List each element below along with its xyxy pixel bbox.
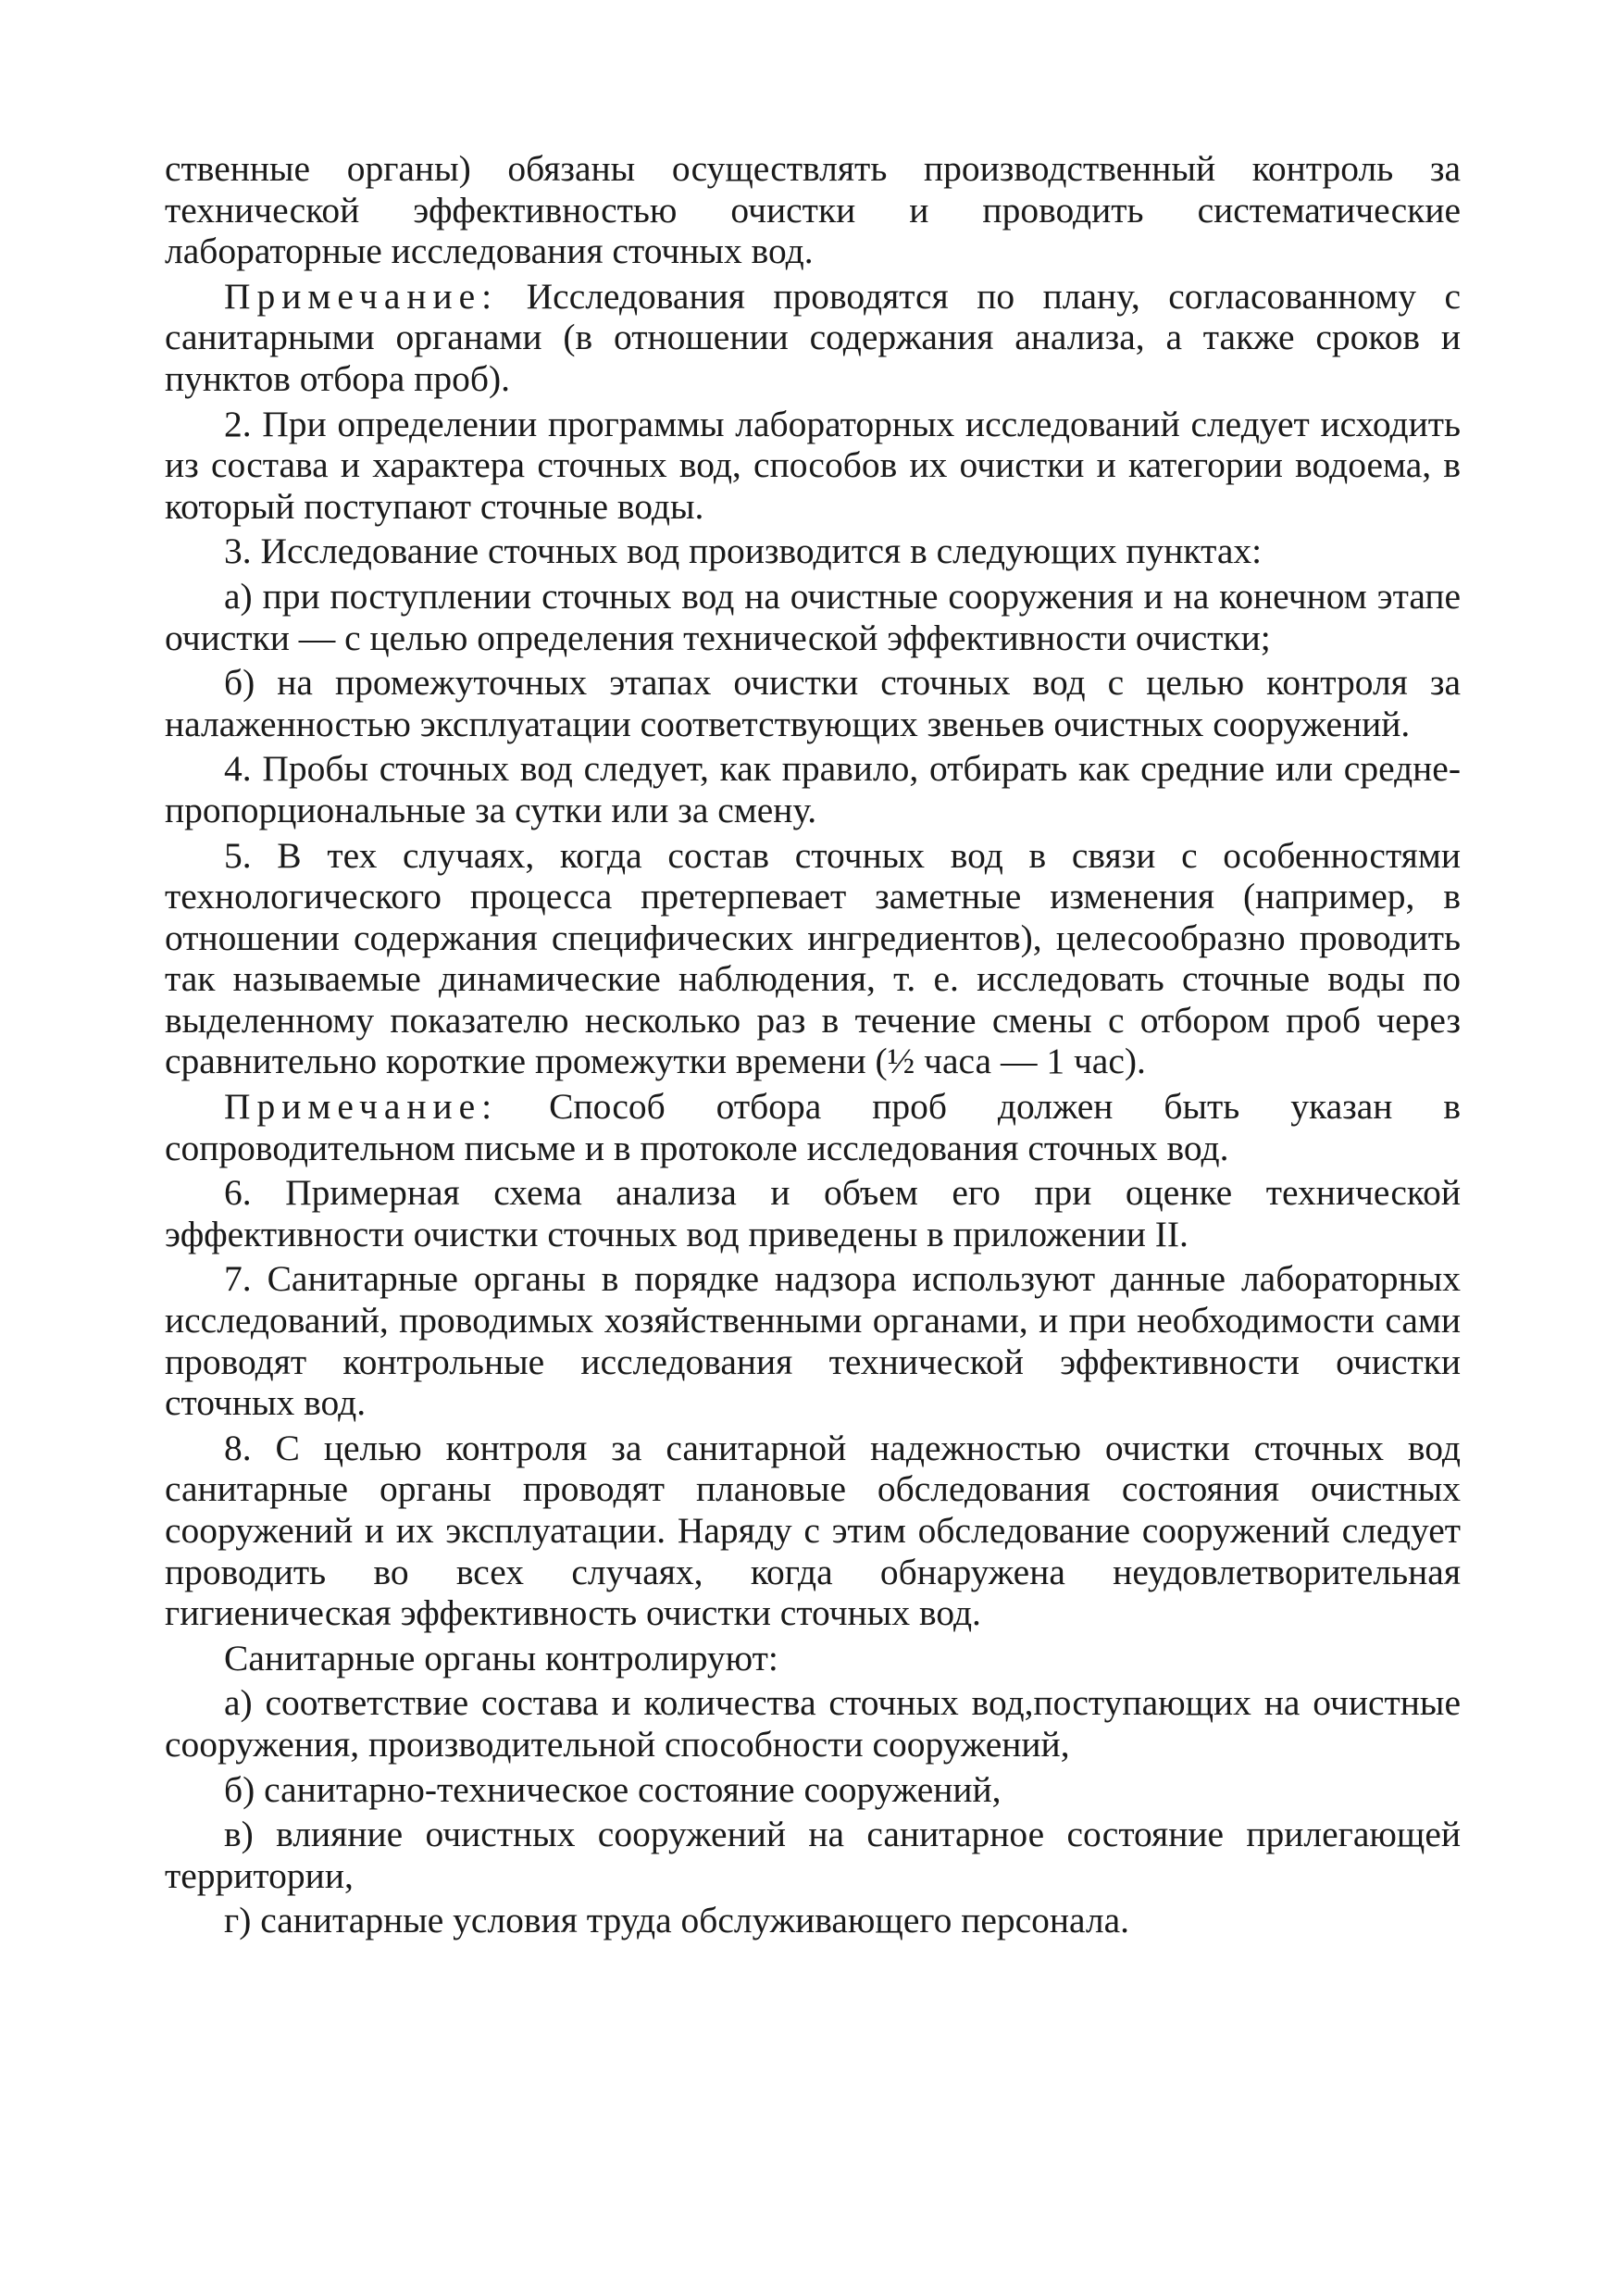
clause-3 (165, 530, 1461, 572)
paragraph-text: г) санитарные условия труда обслуживающего персонала. (224, 1900, 1130, 1941)
note-text: Исследования проводятся по плану, согласованному с санитарными органами (в отношении содержания анализа, а также сроков и пунктов отбора проб). (165, 275, 1461, 399)
clause-5 (165, 835, 1461, 1083)
document-page (165, 148, 1461, 1945)
paragraph-text: 3. Исследование сточных вод производится в следующих пунктах: (224, 530, 1263, 572)
paragraph-text: 4. Пробы сточных вод следует, как правило, отбирать как средние или средне-пропорциональные за сутки или за смену. (165, 748, 1461, 830)
control-intro (165, 1638, 1461, 1679)
clause-3-item-a (165, 576, 1461, 658)
paragraph-text: 2. При определении программы лабораторных исследований следует исходить из состава и характера сточных вод, способов их очистки и категории водоема, в который поступают сточные воды. (165, 403, 1461, 527)
note-2 (165, 1086, 1461, 1168)
note-1 (165, 276, 1461, 400)
clause-6 (165, 1172, 1461, 1254)
control-item-a (165, 1682, 1461, 1765)
control-item-b (165, 1769, 1461, 1811)
paragraph-text: в) влияние очистных сооружений на санитарное состояние прилегающей территории, (165, 1814, 1461, 1896)
clause-4 (165, 748, 1461, 830)
clause-7 (165, 1258, 1461, 1423)
note-text: Способ отбора проб должен быть указан в сопроводительном письме и в протоколе исследования сточных вод. (165, 1086, 1461, 1168)
control-item-g (165, 1900, 1461, 1941)
clause-3-item-b (165, 662, 1461, 744)
clause-2 (165, 404, 1461, 528)
paragraph-text: 5. В тех случаях, когда состав сточных вод в связи с особенностями технологического процесса претерпевает заметные изменения (например, в отношении содержания специфических ингредиентов), целесообразно проводить так называемые динамические наблюдения, т. е. исследовать сточные воды по выделенному показателю несколько раз в течение смены с отбором проб через сравнительно короткие промежутки времени (½ часа — 1 час). (165, 834, 1461, 1082)
paragraph-text: ственные органы) обязаны осуществлять производственный контроль за технической эффективностью очистки и проводить систематические лабораторные исследования сточных вод. (165, 148, 1461, 272)
paragraph-continuation (165, 148, 1461, 272)
note-label: Примечание: (224, 275, 499, 317)
paragraph-text: а) при поступлении сточных вод на очистные сооружения и на конечном этапе очистки — с целью определения технической эффективности очистки; (165, 575, 1461, 658)
paragraph-text: 7. Санитарные органы в порядке надзора используют данные лабораторных исследований, проводимых хозяйственными органами, и при необходимости сами проводят контрольные исследования технической эффективности очистки сточных вод. (165, 1258, 1461, 1424)
control-item-v (165, 1814, 1461, 1896)
paragraph-text: 6. Примерная схема анализа и объем его при оценке технической эффективности очистки сточных вод приведены в приложении II. (165, 1172, 1461, 1254)
note-label: Примечание: (224, 1086, 499, 1128)
paragraph-text: Санитарные органы контролируют: (224, 1637, 778, 1678)
paragraph-text: б) санитарно-техническое состояние сооружений, (224, 1768, 1002, 1810)
paragraph-text: а) соответствие состава и количества сточных вод,поступающих на очистные сооружения, производительной способности сооружений, (165, 1682, 1461, 1765)
paragraph-text: 8. С целью контроля за санитарной надежностью очистки сточных вод санитарные органы проводят плановые обследования состояния очистных сооружений и их эксплуатации. Наряду с этим обследование сооружений следует проводить во всех случаях, когда обнаружена неудовлетворительная гигиеническая эффективность очистки сточных вод. (165, 1427, 1461, 1634)
paragraph-text: б) на промежуточных этапах очистки сточных вод с целью контроля за налаженностью эксплуатации соответствующих звеньев очистных сооружений. (165, 662, 1461, 744)
clause-8 (165, 1428, 1461, 1634)
